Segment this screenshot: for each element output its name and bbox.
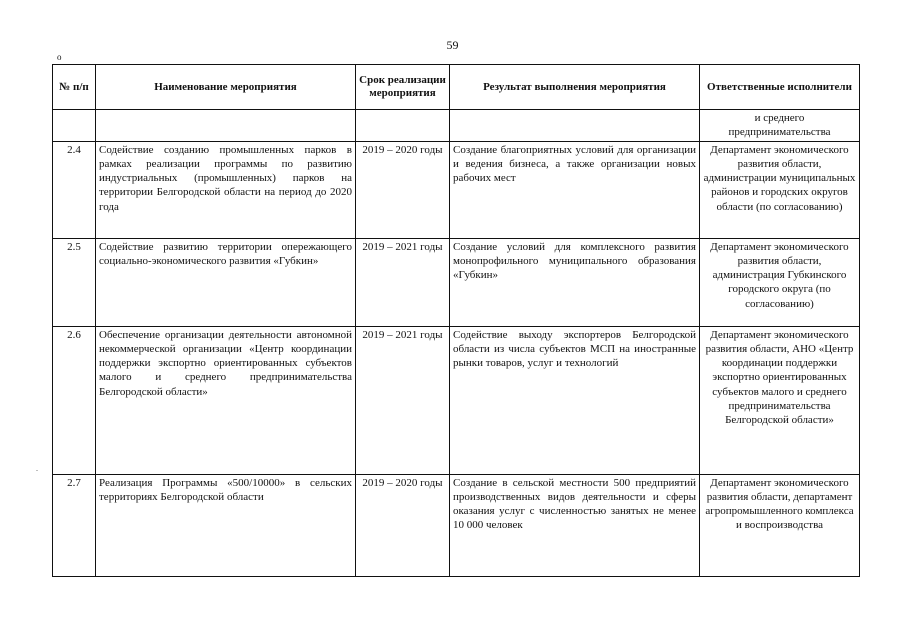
row-number: 2.7 <box>53 474 96 576</box>
margin-mark: . <box>36 464 38 473</box>
header-executors: Ответственные исполнители <box>700 65 860 110</box>
cell-empty <box>53 110 96 142</box>
corner-mark: o <box>57 52 62 62</box>
measure-result: Содействие выходу экспортеров Белгородской области из числа субъектов МСП на иностранные рынки товаров, услуг и технологий <box>450 326 700 474</box>
measure-executors: Департамент экономического развития области, департамент агропромышленного комплекса и воспроизводства <box>700 474 860 576</box>
table-row <box>53 474 860 576</box>
row-number: 2.6 <box>53 326 96 474</box>
table-row <box>53 238 860 326</box>
continuation-executors: и среднего предпринимательства <box>700 110 860 142</box>
measure-executors: Департамент экономического развития области, администрация Губкинского городского округа (по согласованию) <box>700 238 860 326</box>
measure-name: Содействие развитию территории опережающего социально-экономического развития «Губкин» <box>96 238 356 326</box>
measure-name: Содействие созданию промышленных парков в рамках реализации программы по развитию индустриальных (промышленных) парков на территории Белгородской области на период до 2020 года <box>96 141 356 238</box>
row-number: 2.5 <box>53 238 96 326</box>
measure-result: Создание благоприятных условий для организации и ведения бизнеса, а также организации новых рабочих мест <box>450 141 700 238</box>
measure-executors: Департамент экономического развития области, АНО «Центр координации поддержки экспортно ориентированных субъектов малого и среднего предпринимательства Белгородской области» <box>700 326 860 474</box>
measure-executors: Департамент экономического развития области, администрации муниципальных районов и городских округов области (по согласованию) <box>700 141 860 238</box>
measure-term: 2019 – 2021 годы <box>356 326 450 474</box>
measure-name: Реализация Программы «500/10000» в сельских территориях Белгородской области <box>96 474 356 576</box>
cell-empty <box>450 110 700 142</box>
cell-empty <box>356 110 450 142</box>
measure-result: Создание в сельской местности 500 предприятий производственных видов деятельности и сферы оказания услуг с численностью занятых не менее 10 000 человек <box>450 474 700 576</box>
header-result: Результат выполнения мероприятия <box>450 65 700 110</box>
measure-term: 2019 – 2020 годы <box>356 141 450 238</box>
measure-result: Создание условий для комплексного развития монопрофильного муниципального образования «Губкин» <box>450 238 700 326</box>
continuation-row <box>53 110 860 142</box>
measure-term: 2019 – 2021 годы <box>356 238 450 326</box>
row-number: 2.4 <box>53 141 96 238</box>
cell-empty <box>96 110 356 142</box>
measures-table <box>52 64 860 577</box>
measure-term: 2019 – 2020 годы <box>356 474 450 576</box>
measure-name: Обеспечение организации деятельности автономной некоммерческой организации «Центр координации поддержки экспортно ориентированных субъектов малого и среднего предпринимательства Белгородской области» <box>96 326 356 474</box>
table-row <box>53 326 860 474</box>
header-number: № п/п <box>53 65 96 110</box>
header-name: Наименование мероприятия <box>96 65 356 110</box>
table-row <box>53 141 860 238</box>
header-term: Срок реализации мероприятия <box>356 65 450 110</box>
page-number: 59 <box>446 38 459 52</box>
table-header-row <box>53 65 860 110</box>
